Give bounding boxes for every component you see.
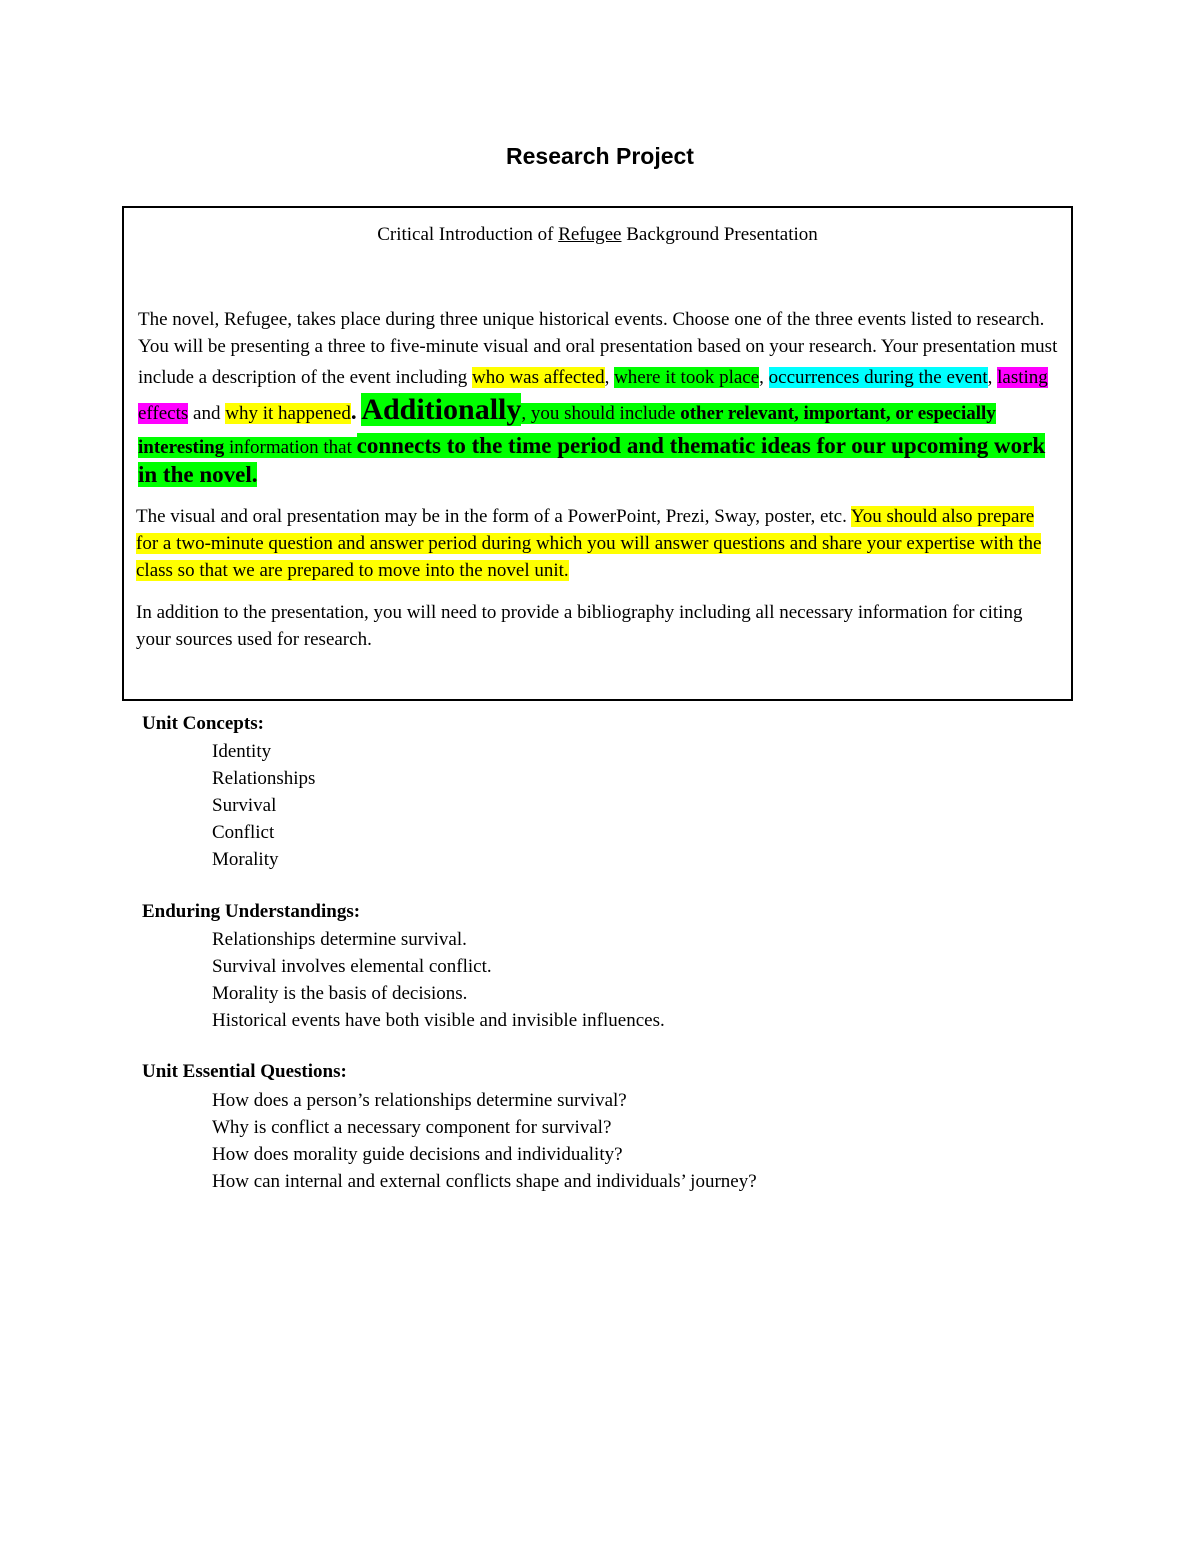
p2-text: The visual and oral presentation may be in the form of a PowerPoint, Prezi, Sway, poster, etc.: [136, 506, 851, 527]
p1-text: The novel, Refugee, takes place during three unique historical events. Choose one of the three events listed to research. You will be presenting a three to five-minute visual and oral presentation based on your research. Your presentation must include a description of the event including: [138, 309, 1058, 388]
enduring-understandings-list: [212, 926, 665, 1034]
highlight-lasting-effects: lasting effects: [138, 367, 1048, 424]
highlight-connects: connects to the time period and thematic ideas for our upcoming work in the novel.: [138, 433, 1046, 487]
enduring-understandings-heading: Enduring Understandings:: [142, 901, 361, 922]
unit-concepts-heading: Unit Concepts:: [142, 713, 264, 734]
p1-period: .: [350, 399, 357, 424]
highlight-where: where it took place: [614, 367, 760, 388]
p1-and: and: [188, 403, 226, 424]
subtitle-book-title: Refugee: [558, 224, 622, 245]
assignment-subtitle: [124, 224, 1071, 246]
p1-comma-2: ,: [759, 367, 764, 388]
highlight-why: why it happened: [225, 403, 351, 424]
list-item: How can internal and external conflicts shape and individuals’ journey?: [212, 1171, 757, 1192]
assignment-paragraph-1: [138, 306, 1063, 490]
assignment-paragraph-3: In addition to the presentation, you will need to provide a bibliography including all necessary information for citing your sources used for research.: [136, 602, 1023, 650]
list-item: Identity: [212, 741, 272, 762]
subtitle-pre: Critical Introduction of: [377, 224, 559, 245]
p1-space-2: [764, 367, 769, 388]
list-item: How does morality guide decisions and individuality?: [212, 1144, 623, 1165]
list-item: How does a person’s relationships determine survival?: [212, 1090, 627, 1111]
list-item: Morality is the basis of decisions.: [212, 983, 468, 1004]
highlight-additionally: Additionally: [361, 393, 522, 426]
list-item: Relationships: [212, 768, 316, 789]
list-item: Survival involves elemental conflict.: [212, 956, 492, 977]
list-item: Morality: [212, 849, 279, 870]
page-title: Research Project: [506, 143, 694, 169]
assignment-paragraph-2: [136, 503, 1061, 584]
subtitle-post: Background Presentation: [621, 224, 818, 245]
list-item: Historical events have both visible and invisible influences.: [212, 1010, 665, 1031]
list-item: Why is conflict a necessary component for survival?: [212, 1117, 612, 1138]
list-item: Survival: [212, 795, 277, 816]
highlight-other-relevant: other relevant, important, or especially interesting: [138, 403, 996, 458]
highlight-you-should: , you should include: [521, 403, 681, 424]
essential-questions-list: [212, 1087, 757, 1195]
highlight-occurrences: occurrences during the event: [768, 367, 988, 388]
p1-comma-1: ,: [604, 367, 610, 388]
highlight-information: information that: [224, 437, 357, 458]
p1-comma-3: ,: [987, 367, 993, 388]
highlight-who: who was affected: [471, 367, 605, 388]
list-item: Conflict: [212, 822, 275, 843]
list-item: Relationships determine survival.: [212, 929, 467, 950]
essential-questions-heading: Unit Essential Questions:: [142, 1061, 347, 1082]
unit-concepts-list: [212, 738, 315, 873]
highlight-prepare: You should also prepare for a two-minute question and answer period during which you will answer questions and share your expertise with the class so that we are prepared to move into the novel unit.: [136, 506, 1042, 581]
